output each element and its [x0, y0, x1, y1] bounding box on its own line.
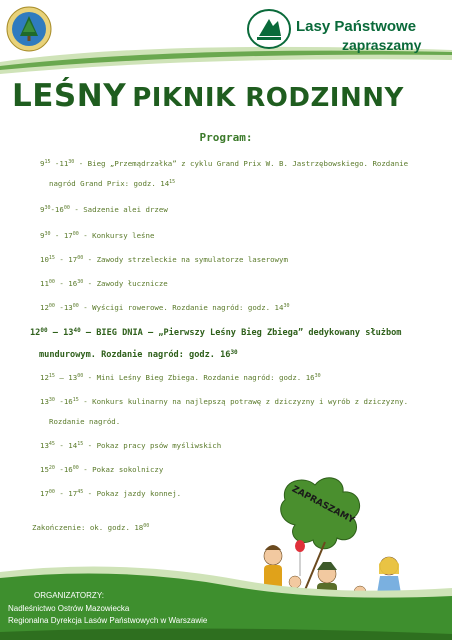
item-text: - Zawody łucznicze: [83, 279, 168, 288]
program-heading: Program:: [199, 131, 253, 144]
item-superscript: 30: [48, 397, 55, 403]
item-text: -16: [54, 397, 73, 406]
item-text: 9: [40, 159, 45, 168]
item-line: [40, 396, 408, 408]
lasy-panstwowe-logo-icon: [247, 9, 291, 49]
item-superscript: 30: [283, 303, 290, 309]
item-superscript: 00: [48, 279, 55, 285]
poster-title: [12, 78, 452, 114]
program-item: [40, 396, 409, 426]
item-text: -16: [50, 205, 64, 214]
program-item: [40, 254, 288, 266]
item-text: 11: [40, 279, 49, 288]
organizer-2: Regionalna Dyrekcja Lasów Państwowych w Warszawie: [8, 616, 208, 625]
item-line: [40, 230, 154, 242]
item-text: 12: [40, 303, 49, 312]
program-item: [40, 302, 290, 314]
item-text: 12: [30, 328, 41, 338]
program-item: [40, 230, 154, 242]
item-text: - Pokaz sokolniczy: [78, 465, 164, 474]
item-superscript: 00: [77, 255, 84, 261]
item-superscript: 00: [48, 303, 55, 309]
item-superscript: 00: [72, 465, 79, 471]
organizer-1: Nadleśnictwo Ostrów Mazowiecka: [8, 604, 130, 613]
item-text: 13: [40, 441, 49, 450]
item-text: 13: [40, 397, 49, 406]
item-text: - Sadzenie alei drzew: [69, 205, 168, 214]
item-text: Rozdanie nagród.: [49, 417, 121, 426]
item-superscript: 15: [44, 159, 51, 165]
item-line: [40, 278, 168, 290]
item-text: 17: [40, 489, 49, 498]
item-superscript: 00: [72, 231, 79, 237]
item-text: - 16: [54, 279, 78, 288]
item-text: - Mini Leśny Bieg Zbiega. Rozdanie nagród: godz. 16: [83, 373, 315, 382]
program-item: [40, 488, 181, 500]
item-line: [30, 326, 401, 340]
title-word-1: LEŚNY: [12, 78, 127, 114]
item-superscript: 00: [48, 489, 55, 495]
item-superscript: 30: [44, 205, 51, 211]
item-superscript: 15: [48, 255, 55, 261]
district-seal-icon: [6, 6, 52, 52]
item-superscript: 15: [72, 397, 79, 403]
item-superscript: 00: [77, 373, 84, 379]
organizers-label: ORGANIZATORZY:: [34, 591, 104, 600]
item-superscript: 00: [63, 205, 70, 211]
item-text: 12: [40, 373, 49, 382]
item-text: -16: [54, 465, 73, 474]
item-superscript: 45: [48, 441, 55, 447]
program-item: [40, 158, 409, 188]
brand-tagline: zapraszamy: [342, 37, 422, 53]
item-superscript: 30: [314, 373, 321, 379]
item-superscript: 15: [169, 179, 176, 185]
item-text: - Pokaz pracy psów myśliwskich: [83, 441, 222, 450]
item-line: [40, 488, 181, 500]
program-item: [40, 440, 221, 452]
item-text: 9: [40, 231, 45, 240]
sign-text: ZAPRASZAMY: [289, 484, 356, 526]
item-line: [40, 464, 163, 476]
item-line: [40, 372, 321, 384]
item-line: [40, 204, 168, 216]
item-text: - Pokaz jazdy konnej.: [83, 489, 182, 498]
item-text: -11: [50, 159, 69, 168]
item-text: - 17: [54, 489, 78, 498]
item-continuation: [39, 348, 238, 362]
footer-band: [0, 540, 452, 640]
item-text: -13: [54, 303, 73, 312]
item-superscript: 00: [143, 523, 150, 529]
item-text: - 14: [54, 441, 78, 450]
item-text: 9: [40, 205, 45, 214]
item-text: mundurowym. Rozdanie nagród: godz. 16: [39, 350, 231, 360]
program-item: [40, 464, 163, 476]
item-text: – 13: [47, 328, 74, 338]
item-text: - Konkursy leśne: [78, 231, 155, 240]
item-superscript: 45: [77, 489, 84, 495]
brand-name: Lasy Państwowe: [296, 18, 417, 35]
program-item-featured: [30, 326, 402, 360]
item-line: [40, 302, 290, 314]
item-superscript: 30: [44, 231, 51, 237]
item-text: - Zawody strzeleckie na symulatorze laserowym: [83, 255, 288, 264]
item-text: - 17: [54, 255, 78, 264]
program-item: [40, 372, 321, 384]
item-superscript: 00: [72, 303, 79, 309]
item-continuation: [49, 178, 175, 190]
item-superscript: 40: [73, 327, 81, 334]
item-superscript: 00: [40, 327, 48, 334]
item-text: - 17: [50, 231, 73, 240]
item-text: 10: [40, 255, 49, 264]
program-item: [40, 278, 168, 290]
item-text: – BIEG DNIA – „Pierwszy Leśny Bieg Zbiega” dedykowany służbom: [80, 328, 402, 338]
item-superscript: 15: [48, 373, 55, 379]
item-text: – 13: [54, 373, 78, 382]
item-superscript: 15: [77, 441, 84, 447]
item-superscript: 20: [48, 465, 55, 471]
item-text: 15: [40, 465, 49, 474]
item-superscript: 30: [77, 279, 84, 285]
item-superscript: 30: [68, 159, 75, 165]
item-text: - Bieg „Przemądrzałka” z cyklu Grand Prix W. B. Jastrzębowskiego. Rozdanie: [74, 159, 409, 168]
closing-time: [32, 523, 149, 532]
program-item: [40, 204, 168, 216]
item-superscript: 30: [230, 349, 238, 356]
item-text: Zakończenie: ok. godz. 18: [32, 523, 144, 532]
item-line: [40, 254, 288, 266]
item-text: nagród Grand Prix: godz. 14: [49, 179, 170, 188]
item-line: [40, 158, 408, 170]
item-line: [40, 440, 221, 452]
item-text: - Konkurs kulinarny na najlepszą potrawę z dziczyzny i wyrób z dziczyzny.: [78, 397, 409, 406]
item-text: - Wyścigi rowerowe. Rozdanie nagród: godz. 14: [78, 303, 284, 312]
title-word-2: PIKNIK RODZINNY: [132, 83, 404, 113]
item-continuation: [49, 416, 120, 428]
